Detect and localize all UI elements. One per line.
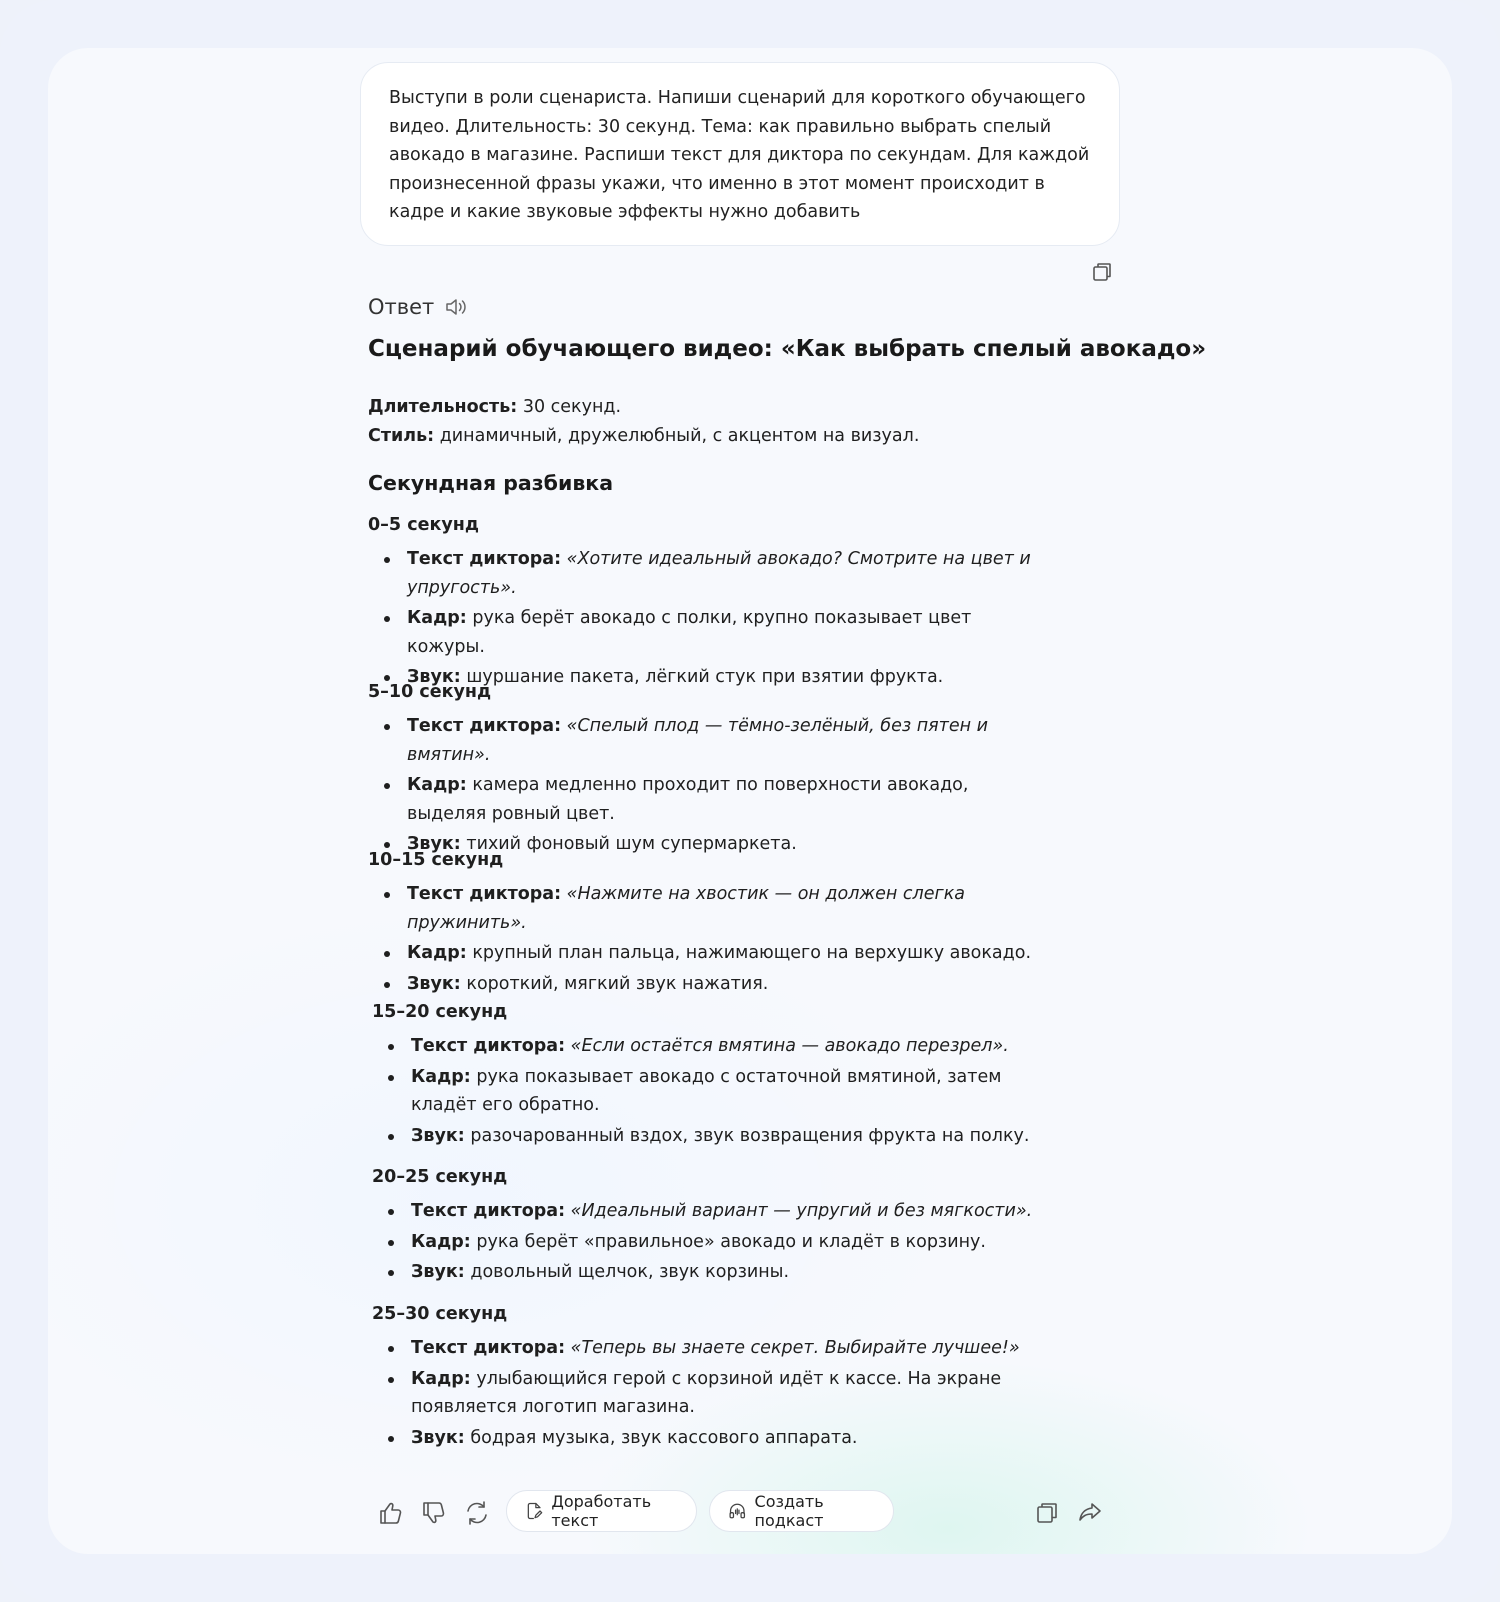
headphones-icon [728,1500,747,1522]
document-edit-icon [525,1500,543,1522]
item-label: Звук: [407,973,461,994]
item-label: Кадр: [411,1231,471,1252]
item-label: Звук: [407,834,461,854]
list-item [368,771,1047,828]
breakdown-heading: Секундная разбивка [368,471,614,495]
list-item [372,1063,1051,1120]
item-text: рука показывает авокадо с остаточной вмятиной, затем кладёт его обратно. [411,1066,1002,1115]
item-label: Текст диктора: [411,1338,566,1358]
item-text: крупный план пальца, нажимающего на верхушку авокадо. [472,943,1032,963]
item-text: рука берёт «правильное» авокадо и кладёт в корзину. [476,1231,986,1252]
list-item [372,1365,1051,1422]
item-text: рука берёт авокадо с полки, крупно показывает цвет кожуры. [407,608,972,657]
meta-duration-value: 30 секунд. [517,397,622,417]
create-podcast-label: Создать подкаст [754,1492,824,1530]
section-title: 0–5 секунд [368,515,479,535]
section-title: 15–20 секунд [372,1002,508,1022]
list-item [372,1334,1051,1363]
section-0-5 [368,511,1128,694]
section-25-30 [372,1300,1132,1454]
item-label: Кадр: [407,943,467,963]
section-title: 20–25 секунд [372,1167,508,1187]
answer-title: Сценарий обучающего видео: «Как выбрать спелый авокадо» [368,336,1207,362]
item-label: Кадр: [411,1066,471,1087]
thumbs-down-icon[interactable] [419,1498,449,1528]
item-label: Кадр: [407,608,467,628]
speaker-icon[interactable] [444,294,470,320]
section-title: 5–10 секунд [368,682,492,702]
meta-style-value: динамичный, дружелюбный, с акцентом на визуал. [434,426,920,446]
meta-style-label: Стиль: [368,426,435,446]
item-text: довольный щелчок, звук корзины. [470,1262,790,1282]
item-text: тихий фоновый шум супермаркета. [466,834,797,854]
answer-label: Ответ [368,295,435,319]
section-15-20 [372,998,1132,1152]
item-label: Текст диктора: [407,716,562,736]
item-label: Кадр: [407,775,467,795]
refine-text-label: Доработать текст [551,1492,652,1530]
share-icon[interactable] [1075,1498,1105,1528]
create-podcast-button[interactable] [709,1490,894,1532]
item-text: «Идеальный вариант — упругий и без мягкости». [570,1201,1033,1221]
user-prompt-text: Выступи в роли сценариста. Напиши сценарий для короткого обучающего видео. Длительность: 30 секунд. Тема: как правильно выбрать спелый авокадо в магазине. Распиши текст для диктора по секундам. Для каждой произнесенной фразы укажи, что именно в этот момент происходит в кадре и какие звуковые эффекты нужно добавить [389,88,1090,223]
item-text: «Если остаётся вмятина — авокадо перезрел». [570,1036,1009,1056]
list-item [368,939,1047,968]
list-item [372,1122,1051,1151]
item-text: «Хотите идеальный авокадо? Смотрите на цвет и упругость». [407,549,1031,598]
refine-text-button[interactable] [506,1490,697,1532]
item-label: Звук: [411,1427,465,1448]
item-label: Текст диктора: [411,1201,566,1221]
item-text: разочарованный вздох, звук возвращения фрукта на полку. [470,1125,1030,1146]
thumbs-up-icon[interactable] [376,1498,406,1528]
item-label: Звук: [411,1125,465,1146]
section-title: 10–15 секунд [368,850,504,870]
list-item [372,1424,1051,1453]
item-label: Текст диктора: [407,884,562,904]
section-20-25 [372,1163,1132,1289]
item-text: камера медленно проходит по поверхности авокадо, выделяя ровный цвет. [407,775,969,824]
list-item [372,1032,1051,1061]
meta-duration-label: Длительность: [368,397,518,417]
list-item [368,545,1047,602]
list-item [368,712,1047,769]
meta-style [368,422,919,451]
item-label: Звук: [407,667,461,687]
item-text: «Теперь вы знаете секрет. Выбирайте лучшее!» [570,1338,1020,1358]
item-label: Текст диктора: [407,549,562,569]
item-text: короткий, мягкий звук нажатия. [466,973,769,994]
item-label: Кадр: [411,1368,471,1389]
answer-action-bar [368,1490,1128,1534]
list-item [372,1258,1051,1287]
section-title: 25–30 секунд [372,1304,508,1324]
list-item [368,970,1047,999]
user-prompt-bubble [360,62,1120,246]
item-text: бодрая музыка, звук кассового аппарата. [470,1427,858,1448]
list-item [368,880,1047,937]
item-label: Текст диктора: [411,1036,566,1056]
section-10-15 [368,846,1128,1000]
item-text: «Нажмите на хвостик — он должен слегка пружинить». [407,884,965,933]
list-item [372,1197,1051,1226]
answer-header [368,290,470,324]
item-text: улыбающийся герой с корзиной идёт к кассе. На экране появляется логотип магазина. [411,1368,1002,1417]
copy-answer-icon[interactable] [1032,1498,1062,1528]
copy-prompt-icon[interactable] [1090,260,1114,284]
item-label: Звук: [411,1262,465,1282]
answer-meta [368,393,919,451]
list-item [372,1228,1051,1257]
item-text: шуршание пакета, лёгкий стук при взятии фрукта. [466,667,944,687]
regenerate-icon[interactable] [462,1498,492,1528]
meta-duration [368,393,919,422]
list-item [368,604,1047,661]
item-text: «Спелый плод — тёмно-зелёный, без пятен и вмятин». [407,716,989,765]
section-5-10 [368,678,1128,861]
